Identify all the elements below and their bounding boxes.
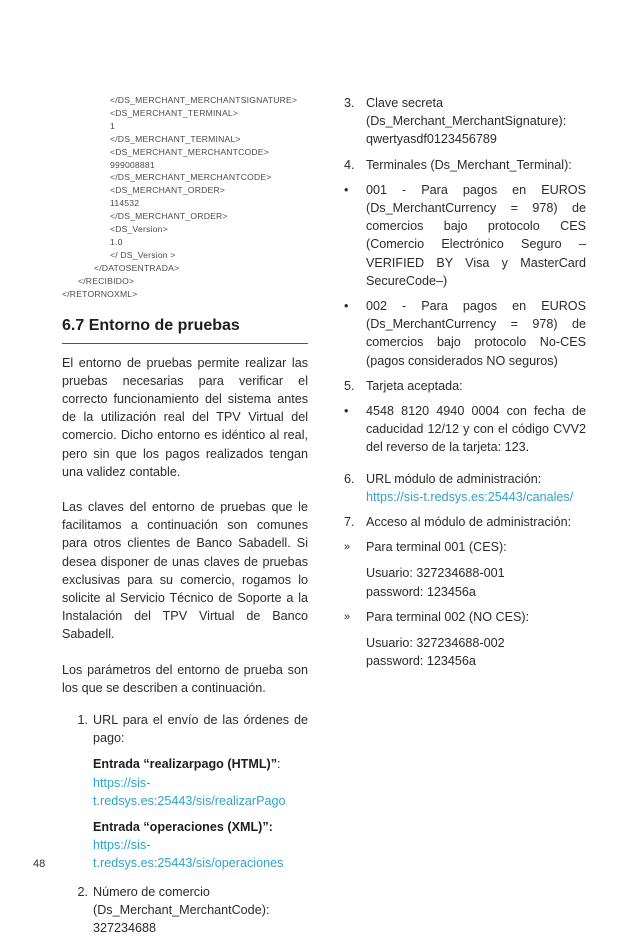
list-item-text: Número de comercio (Ds_Merchant_MerchantCode): 327234688 — [93, 884, 270, 935]
entry-colon: : — [277, 757, 281, 772]
url-link-operaciones[interactable]: https://sis-t.redsys.es:25443/sis/operaciones — [93, 838, 284, 871]
list-item — [344, 377, 586, 395]
url-link-canales[interactable]: https://sis-t.redsys.es:25443/canales/ — [366, 489, 574, 504]
section-heading: 6.7 Entorno de pruebas — [62, 317, 308, 344]
numbered-list-left — [62, 711, 308, 937]
bullet-item — [344, 402, 586, 457]
paragraph-intro: El entorno de pruebas permite realizar las pruebas necesarias para verificar el correcto funcionamiento del sistema antes de la utilización real del TPV Virtual del comercio. Dicho entorno es idéntico al real, pero sin que los pagos realizados tengan una validez contable. — [62, 355, 308, 479]
sub-item-text: Para terminal 002 (NO CES): — [366, 609, 530, 624]
sub-item — [344, 538, 586, 601]
code-line: <DS_MERCHANT_ORDER> — [110, 185, 226, 196]
list-item — [344, 470, 586, 506]
list-item-text: Acceso al módulo de administración: — [366, 515, 572, 530]
code-line: <DS_MERCHANT_MERCHANTCODE> — [110, 146, 269, 157]
entry-label: Entrada “realizarpago (HTML)” — [93, 757, 278, 772]
page-number: 48 — [33, 858, 46, 870]
list-number: 1. — [77, 712, 88, 727]
bullet-item — [344, 297, 586, 370]
code-line: 1 — [110, 120, 115, 131]
list-item — [344, 94, 586, 149]
chevron-right-icon: » — [344, 610, 351, 623]
code-line: 999008881 — [110, 159, 155, 170]
list-item-text: URL para el envío de las órdenes de pago: — [93, 712, 308, 746]
code-line: <DS_MERCHANT_TERMINAL> — [110, 107, 239, 118]
code-line: 1.0 — [110, 236, 123, 247]
list-number: 4. — [344, 157, 355, 172]
bullet-item — [344, 181, 586, 290]
bullet-text: 002 - Para pagos en EUROS (Ds_MerchantCurrency = 978) de comercios bajo protocolo No-CES (pagos considerados NO seguros) — [366, 299, 586, 368]
list-number: 7. — [344, 515, 355, 530]
list-number: 2. — [77, 884, 88, 899]
code-line: </DS_MERCHANT_ORDER> — [110, 211, 228, 222]
bullet-icon: • — [344, 404, 349, 419]
right-column — [344, 94, 586, 670]
paragraph-keys: Las claves del entorno de pruebas que le facilitamos a continuación son comunes para otros clientes de Banco Sabadell. Si desea disponer de unas claves de pruebas exclusivas para su comercio, rogamos lo solicite al Servicio Técnico de Soporte a la Instalación del TPV Virtual de Banco Sabadell. — [62, 499, 308, 642]
list-item-text: Tarjeta aceptada: — [366, 378, 463, 393]
bullet-icon: • — [344, 182, 349, 197]
sub-item — [344, 608, 586, 671]
code-line: </DS_MERCHANT_TERMINAL> — [110, 133, 241, 144]
code-line: </ DS_Version > — [110, 249, 176, 260]
left-column — [62, 94, 308, 937]
list-item — [344, 156, 586, 174]
bullet-icon: • — [344, 299, 349, 314]
code-line: 114532 — [110, 198, 140, 209]
list-item — [344, 513, 586, 531]
bullet-text: 4548 8120 4940 0004 con fecha de caducidad 12/12 y con el código CVV2 del reverso de la tarjeta: 123. — [366, 404, 586, 455]
user-credential: Usuario: 327234688-002 — [366, 636, 505, 651]
password-credential: password: 123456a — [366, 584, 476, 599]
code-line: </DS_MERCHANT_MERCHANTSIGNATURE> — [110, 95, 298, 105]
list-number: 3. — [344, 96, 355, 110]
sub-item-text: Para terminal 001 (CES): — [366, 540, 507, 555]
xml-code-block — [62, 94, 308, 301]
bullet-text: 001 - Para pagos en EUROS (Ds_MerchantCurrency = 978) de comercios bajo protocolo CES (Comercio Electrónico Seguro –VERIFIED BY Visa y MasterCard SecureCode–) — [366, 182, 586, 288]
code-line: </DATOSENTRADA> — [94, 262, 180, 273]
list-item-text: Clave secreta (Ds_Merchant_MerchantSignature): qwertyasdf0123456789 — [366, 96, 567, 147]
list-number: 5. — [344, 378, 355, 393]
list-item-text: URL módulo de administración: — [366, 471, 542, 486]
entry-label: Entrada “operaciones (XML)”: — [93, 819, 273, 834]
code-line: <DS_Version> — [110, 224, 168, 235]
url-link-realizarpago[interactable]: https://sis-t.redsys.es:25443/sis/realizarPago — [93, 775, 286, 808]
list-number: 6. — [344, 471, 355, 486]
paragraph-params: Los parámetros del entorno de prueba son los que se describen a continuación. — [62, 662, 308, 695]
user-credential: Usuario: 327234688-001 — [366, 566, 505, 581]
list-item — [62, 711, 308, 873]
code-line: </RECIBIDO> — [78, 275, 135, 286]
list-item-text: Terminales (Ds_Merchant_Terminal): — [366, 157, 572, 172]
list-item — [62, 883, 308, 937]
chevron-right-icon: » — [344, 541, 351, 554]
password-credential: password: 123456a — [366, 654, 476, 669]
code-line: </DS_MERCHANT_MERCHANTCODE> — [110, 172, 272, 183]
code-line: </RETORNOXML> — [62, 288, 138, 299]
